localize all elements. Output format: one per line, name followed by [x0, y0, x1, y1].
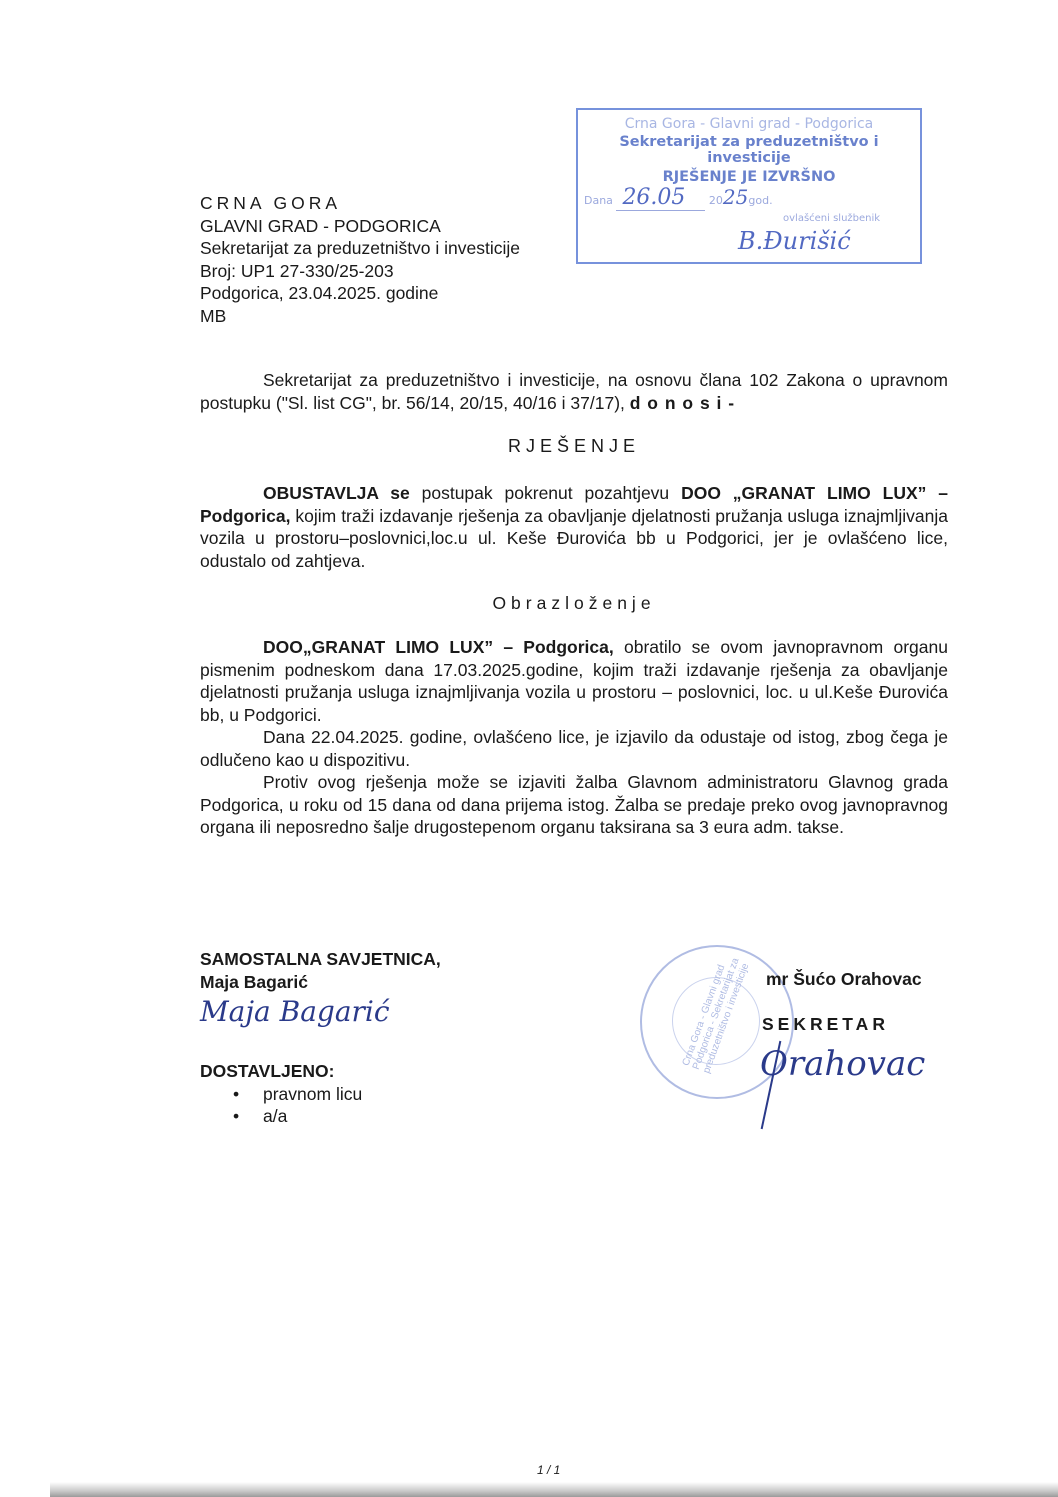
- dispositive-text-2: kojim traži izdavanje rješenja za obavljanje djelatnosti pružanja usluga iznajmljivanja vozila u prostoru–poslovnici,loc.u ul. Keše Đurovića bb u Podgorici, jer je ovlašćeno lice, odustalo od zahtjeva.: [200, 505, 948, 571]
- left-signer-name: Maja Bagarić: [200, 971, 308, 992]
- decision-title: RJEŠENJE: [507, 436, 641, 456]
- dispositive-text-1: postupak pokrenut pozahtjevu: [409, 483, 682, 503]
- intro-donosi: d o n o s i -: [629, 392, 736, 413]
- right-signature: Orahovac: [760, 1044, 926, 1084]
- document-header: [200, 192, 520, 328]
- delivery-item: • pravnom licu: [233, 1083, 363, 1104]
- delivery-list: [200, 1060, 362, 1128]
- execution-stamp: [576, 108, 922, 264]
- stamp-official-signature: B.Đurišić: [738, 227, 851, 255]
- right-signer-name: mr Šućo Orahovac: [766, 969, 922, 989]
- reasoning-text-1: obratilo se ovom javnopravnom organu pismenim podneskom dana 17.03.2025.godine, kojim traži izdavanje rješenja za obavljanje djelatnosti pružanja usluga iznajmljivanja vozila u prostoru – poslovnici, loc. u ul.Keše Đurovića bb, u Podgorici.: [200, 637, 948, 725]
- reasoning-paragraph-2: Dana 22.04.2025. godine, ovlašćeno lice, je izjavilo da odustaje od istog, zbog čega je odlučeno kao u dispozitivu.: [200, 727, 948, 770]
- country-name: CRNA GORA: [200, 193, 342, 213]
- page-number: 1 / 1: [537, 1463, 561, 1477]
- reasoning-paragraph-1: [200, 636, 948, 726]
- delivery-item: • a/a: [233, 1106, 288, 1126]
- stamp-year-prefix: 20: [708, 194, 723, 207]
- reasoning-section: [200, 636, 948, 839]
- city-name: GLAVNI GRAD - PODGORICA: [200, 215, 441, 236]
- delivery-item-text: pravnom licu: [263, 1083, 363, 1104]
- delivery-item-text: a/a: [263, 1106, 288, 1126]
- reference-number: Broj: UP1 27-330/25-203: [200, 260, 394, 281]
- reasoning-title: Obrazloženje: [492, 593, 656, 613]
- company-name: DOO „GRANAT LIMO LUX” – Podgorica,: [200, 483, 948, 526]
- intro-text: Sekretarijat za preduzetništvo i investicije, na osnovu člana 102 Zakona o upravnom postupku ("Sl. list CG", br. 56/14, 20/15, 40/16 i 37/17),: [200, 370, 948, 413]
- reasoning-paragraph-3: Protiv ovog rješenja može se izjaviti žalba Glavnom administratoru Glavnog grada Podgorica, u roku od 15 dana od dana prijema istog. Žalba se predaje preko ovog javnopravnog organa ili neposredno šalje drugostepenom organu taksirana sa 3 eura adm. takse.: [200, 772, 948, 837]
- stamp-line-1: Crna Gora - Glavni grad - Podgorica: [624, 116, 874, 132]
- stamp-year-value: 25: [722, 185, 749, 209]
- place-date: Podgorica, 23.04.2025. godine: [200, 283, 439, 304]
- stamp-official-label: ovlašćeni službenik: [783, 213, 881, 224]
- delivery-label: DOSTAVLJENO:: [200, 1061, 335, 1081]
- stamp-date: [584, 184, 773, 214]
- scan-edge: [50, 1482, 1058, 1497]
- stamp-year-suffix: god.: [748, 194, 773, 207]
- stamp-date-label: Dana: [584, 194, 613, 207]
- seal-text: Crna Gora - Glavni grad Podgorica - Sekretarijat za preduzetništvo i investicije: [680, 956, 752, 1075]
- right-signer-role: SEKRETAR: [762, 1014, 889, 1034]
- left-signature: Maja Bagarić: [200, 995, 390, 1028]
- stamp-line-2: Sekretarijat za preduzetništvo i investicije: [619, 134, 879, 166]
- reasoning-company: DOO„GRANAT LIMO LUX” – Podgorica,: [263, 637, 614, 657]
- author-initials: MB: [200, 305, 227, 326]
- left-signer: [200, 948, 441, 993]
- office-name: Sekretarijat za preduzetništvo i investicije: [200, 238, 521, 259]
- intro-paragraph: [200, 369, 948, 414]
- stamp-date-value: 26.05: [616, 185, 705, 211]
- dispositive-bold-1: OBUSTAVLJA se: [263, 483, 410, 503]
- dispositive-paragraph: [200, 482, 948, 572]
- stamp-line-3: RJEŠENJE JE IZVRŠNO: [662, 169, 836, 185]
- left-signer-role: SAMOSTALNA SAVJETNICA,: [200, 949, 441, 969]
